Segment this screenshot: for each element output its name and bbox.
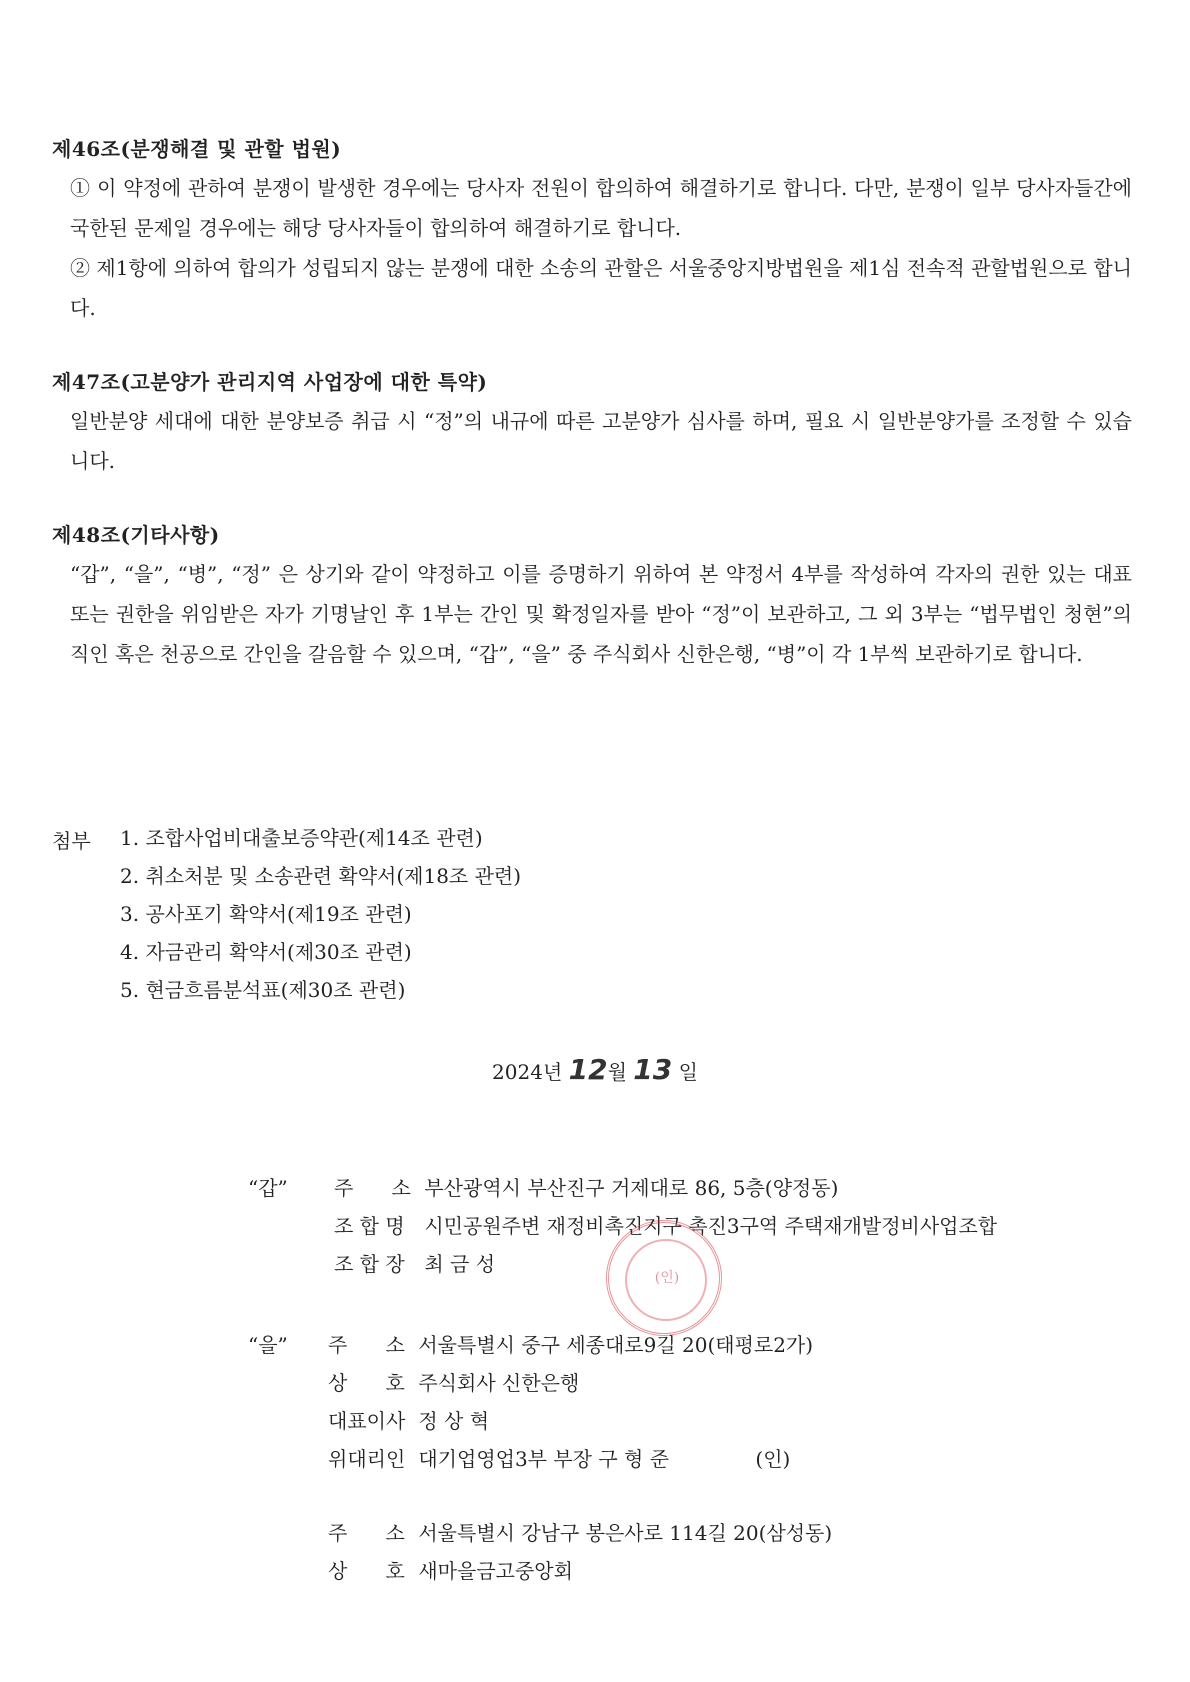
article-48 [52,519,1132,674]
agent-label: 위대리인 [328,1447,406,1471]
attachment-item: 5. 현금흐름분석표(제30조 관련) [120,978,406,1002]
party-eul-address: 서울특별시 중구 세종대로9길 20(태평로2가) [418,1333,814,1357]
article-46 [52,133,1132,328]
article-46-paragraph-1: ① 이 약정에 관하여 분쟁이 발생한 경우에는 당사자 전원이 합의하여 해결하기로 합니다. 다만, 분쟁이 일부 당사자들간에 국한된 문제일 경우에는 해당 당사자들이 합의하여 해결하기로 합니다. [70,176,1132,240]
date-day-unit: 일 [678,1060,698,1084]
party-gap-address-row [334,1172,838,1201]
company-label: 상 호 [328,1371,405,1395]
party-eul-agent: 대기업영업3부 부장 구 형 준 [418,1447,670,1471]
address-label: 주 소 [328,1333,405,1357]
attachment-item: 3. 공사포기 확약서(제19조 관련) [120,902,412,926]
attachment-item: 4. 자금관리 확약서(제30조 관련) [120,940,412,964]
party-eul-ceo-row [328,1405,489,1434]
party-gap-tag: “갑” [248,1176,288,1200]
company-label: 상 호 [328,1559,405,1583]
signing-date [0,1053,1190,1086]
party-eul-seal-mark: (인) [755,1447,791,1471]
article-47 [52,366,1132,481]
date-month-handwritten: 12 [568,1053,608,1086]
address-label: 주 소 [334,1176,411,1200]
union-name-label: 조 합 명 [334,1214,405,1238]
attachment-item: 1. 조합사업비대출보증약관(제14조 관련) [120,826,483,850]
party-eul-address-row [328,1329,813,1358]
party-third-address: 서울특별시 강남구 봉은사로 114길 20(삼성동) [418,1521,833,1545]
seal-mark: (인) [654,1270,680,1286]
attachment-item: 2. 취소처분 및 소송관련 확약서(제18조 관련) [120,864,522,888]
date-day-handwritten: 13 [633,1053,673,1086]
party-eul-agent-row [328,1443,790,1472]
party-eul-company: 주식회사 신한은행 [418,1371,580,1395]
ceo-label: 대표이사 [328,1409,406,1433]
party-eul-ceo-name: 정 상 혁 [418,1409,490,1433]
official-seal-stamp [606,1220,722,1336]
party-gap-address: 부산광역시 부산진구 거제대로 86, 5층(양정동) [424,1176,839,1200]
party-third-company: 새마을금고중앙회 [418,1559,573,1583]
article-48-paragraph-1: “갑”, “을”, “병”, “정” 은 상기와 같이 약정하고 이를 증명하기 위하여 본 약정서 4부를 작성하여 각자의 권한 있는 대표 또는 권한을 위임받은 자가 기명날인 후 1부는 간인 및 확정일자를 받아 “정”이 보관하고, 그 외 3부는 “법무법인 청현”의 직인 혹은 천공으로 간인을 갈음할 수 있으며, “갑”, “을” 중 주식회사 신한은행, “병”이 각 1부씩 보관하기로 합니다. [70,562,1132,666]
party-gap-head-name: 최 금 성 [424,1252,496,1276]
article-48-title: 제48조(기타사항) [52,523,220,547]
party-gap-union-name: 시민공원주변 재정비촉진지구 촉진3구역 주택재개발정비사업조합 [424,1214,998,1238]
party-gap-head-row [334,1248,495,1277]
party-third [328,1517,1128,1597]
party-eul-company-row [328,1367,579,1396]
article-46-title: 제46조(분쟁해결 및 관할 법원) [52,137,342,161]
article-46-paragraph-2: ② 제1항에 의하여 합의가 성립되지 않는 분쟁에 대한 소송의 관할은 서울중앙지방법원을 제1심 전속적 관할법원으로 합니다. [70,256,1132,320]
party-eul-tag: “을” [248,1333,288,1357]
address-label: 주 소 [328,1521,405,1545]
attachments-label: 첨부 [52,829,91,853]
date-year: 2024년 [492,1060,563,1084]
date-month-unit: 월 [607,1060,627,1084]
party-eul [248,1329,1128,1489]
article-47-title: 제47조(고분양가 관리지역 사업장에 대한 특약) [52,370,488,394]
party-third-address-row [328,1517,832,1546]
attachments-list [120,825,521,1015]
union-head-label: 조 합 장 [334,1252,405,1276]
article-47-paragraph-1: 일반분양 세대에 대한 분양보증 취급 시 “정”의 내규에 따른 고분양가 심사를 하며, 필요 시 일반분양가를 조정할 수 있습니다. [70,409,1132,473]
party-third-company-row [328,1555,573,1584]
